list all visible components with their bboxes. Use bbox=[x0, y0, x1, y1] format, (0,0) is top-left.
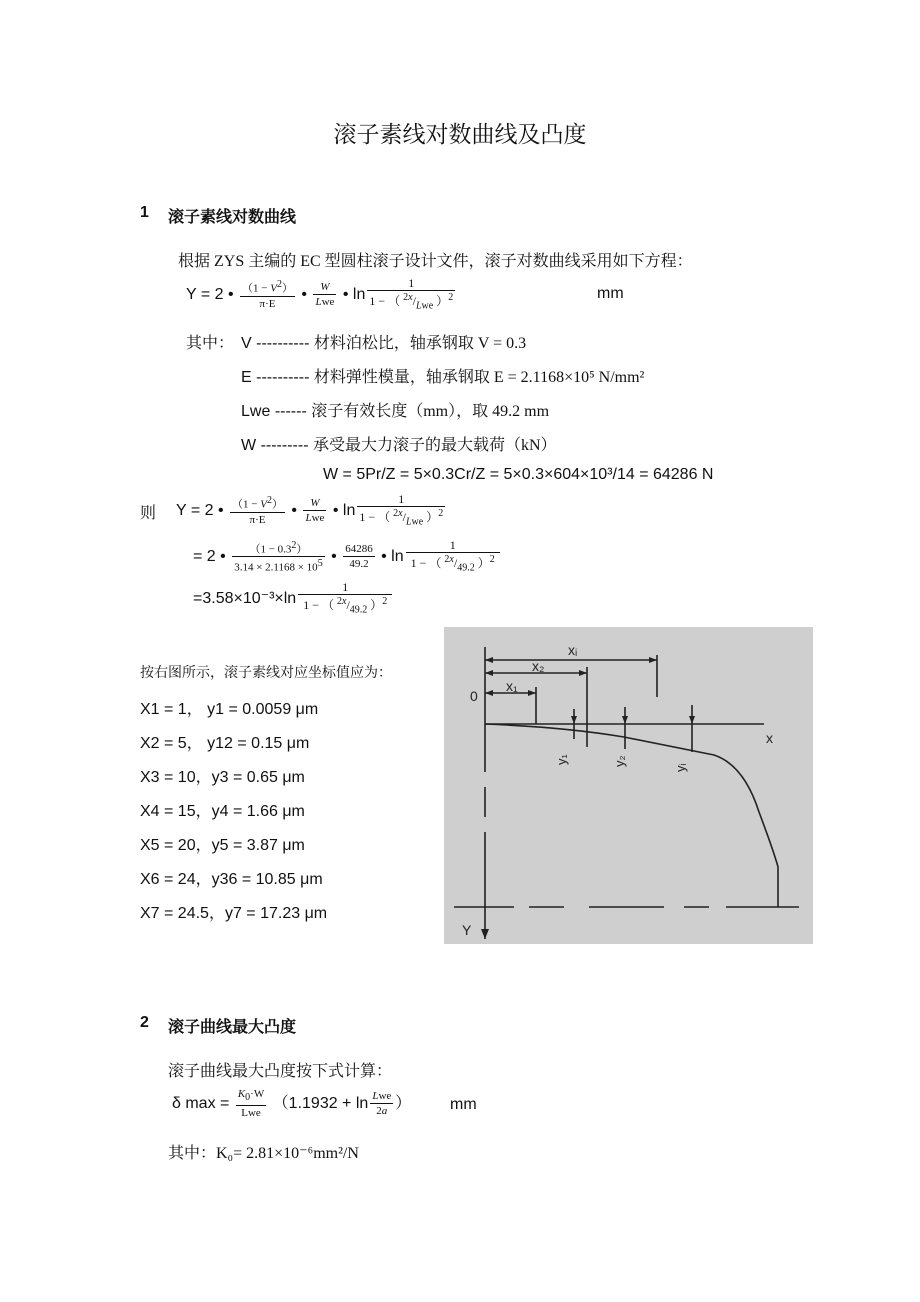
section2-intro: 滚子曲线最大凸度按下式计算： bbox=[168, 1063, 393, 1080]
eq-lead: Y = 2 • bbox=[186, 285, 234, 303]
param-v: V ---------- 材料泊松比，轴承钢取 V = 0.3 bbox=[241, 335, 527, 352]
label-yi: yᵢ bbox=[673, 763, 688, 772]
label-xi: xᵢ bbox=[568, 642, 578, 658]
page-title: 滚子素线对数曲线及凸度 bbox=[333, 122, 587, 147]
w-calculation: W = 5Pr/Z = 5×0.3Cr/Z = 5×0.3×604×10³/14 = 64286 N bbox=[323, 466, 714, 483]
delta-unit: mm bbox=[450, 1096, 477, 1113]
roller-profile-diagram bbox=[444, 627, 813, 944]
coord-3: X3 = 10，y3 = 0.65 μm bbox=[140, 769, 305, 786]
section2-number: 2 bbox=[140, 1014, 149, 1031]
delta-equation: δ max = $\frac{K_0\cdot W}{\text{Lwe}}$ （1.1932 + ln $\frac{\text{Lwe}}{2a}$ ） bbox=[172, 1088, 412, 1120]
coord-6: X6 = 24，y36 = 10.85 μm bbox=[140, 871, 323, 888]
load-fraction: $\frac{W}{\text{Lwe}}$ bbox=[315, 281, 335, 309]
k0-line: 其中：K₀= 2.81×10⁻⁶mm²/N bbox=[168, 1145, 359, 1162]
section1-number: 1 bbox=[140, 204, 149, 221]
equation-main: Y = 2 • $\frac{(1 - V^2)}{\pi\cdot E}$ • $\frac{W}{\text{Lwe}}$ • ln $\frac{1}{1 - ( ^{2x}/_{Lwe} )^2}$ bbox=[186, 276, 454, 312]
eq-unit: mm bbox=[597, 285, 624, 302]
figure-note: 按右图所示，滚子素线对应坐标值应为： bbox=[140, 666, 392, 681]
label-x2: x₂ bbox=[532, 658, 545, 674]
label-x-axis: x bbox=[766, 730, 773, 746]
section1-intro: 根据 ZYS 主编的 EC 型圆柱滚子设计文件，滚子对数曲线采用如下方程： bbox=[178, 253, 693, 270]
equation-restated: Y = 2 • $\frac{(1 - V^2)}{\pi\cdot E}$ • $\frac{W}{\text{Lwe}}$ • ln $\frac{1}{1 - ( ^{2x}/_{Lwe} )^2}$ bbox=[176, 492, 444, 528]
label-y1: y₁ bbox=[554, 754, 569, 765]
equation-simplified: =3.58×10⁻³×ln $\frac{1}{1 - ( ^{2x}/_{49.2} )^2}$ bbox=[193, 580, 394, 617]
equation-substituted: = 2 • $\frac{(1 - 0.3^2)}{3.14 \times 2.1168 \times 10^5}$ • $\frac{64286}{49.2}$ • ln $\frac{1}{1 - ( ^{2x}/_{49.2} )^2}$ bbox=[193, 538, 502, 575]
coord-1: X1 = 1， y1 = 0.0059 μm bbox=[140, 701, 319, 718]
log-fraction: $\frac{1}{1 - ( ^{2x}/_{Lwe} )^2}$ bbox=[369, 276, 454, 312]
then-label: 则 bbox=[140, 505, 157, 522]
coord-7: X7 = 24.5，y7 = 17.23 μm bbox=[140, 905, 328, 922]
coord-5: X5 = 20，y5 = 3.87 μm bbox=[140, 837, 305, 854]
where-label: 其中： bbox=[186, 335, 235, 352]
param-w: W --------- 承受最大力滚子的最大载荷（kN） bbox=[241, 437, 557, 454]
label-y-axis: Y bbox=[462, 922, 472, 938]
poisson-fraction: $\frac{(1 - V^2)}{\pi\cdot E}$ bbox=[242, 279, 293, 311]
coord-2: X2 = 5， y12 = 0.15 μm bbox=[140, 735, 310, 752]
section1-heading: 滚子素线对数曲线 bbox=[168, 209, 297, 226]
roller-profile-svg bbox=[444, 627, 813, 944]
label-y2: y₂ bbox=[612, 755, 627, 767]
param-lwe: Lwe ------ 滚子有效长度（mm），取 49.2 mm bbox=[241, 403, 550, 420]
coord-4: X4 = 15，y4 = 1.66 μm bbox=[140, 803, 305, 820]
param-e: E ---------- 材料弹性模量，轴承钢取 E = 2.1168×10⁵ N/mm² bbox=[241, 369, 645, 386]
section2-heading: 滚子曲线最大凸度 bbox=[168, 1019, 297, 1036]
label-origin: 0 bbox=[470, 688, 478, 704]
label-x1: x₁ bbox=[506, 678, 518, 694]
